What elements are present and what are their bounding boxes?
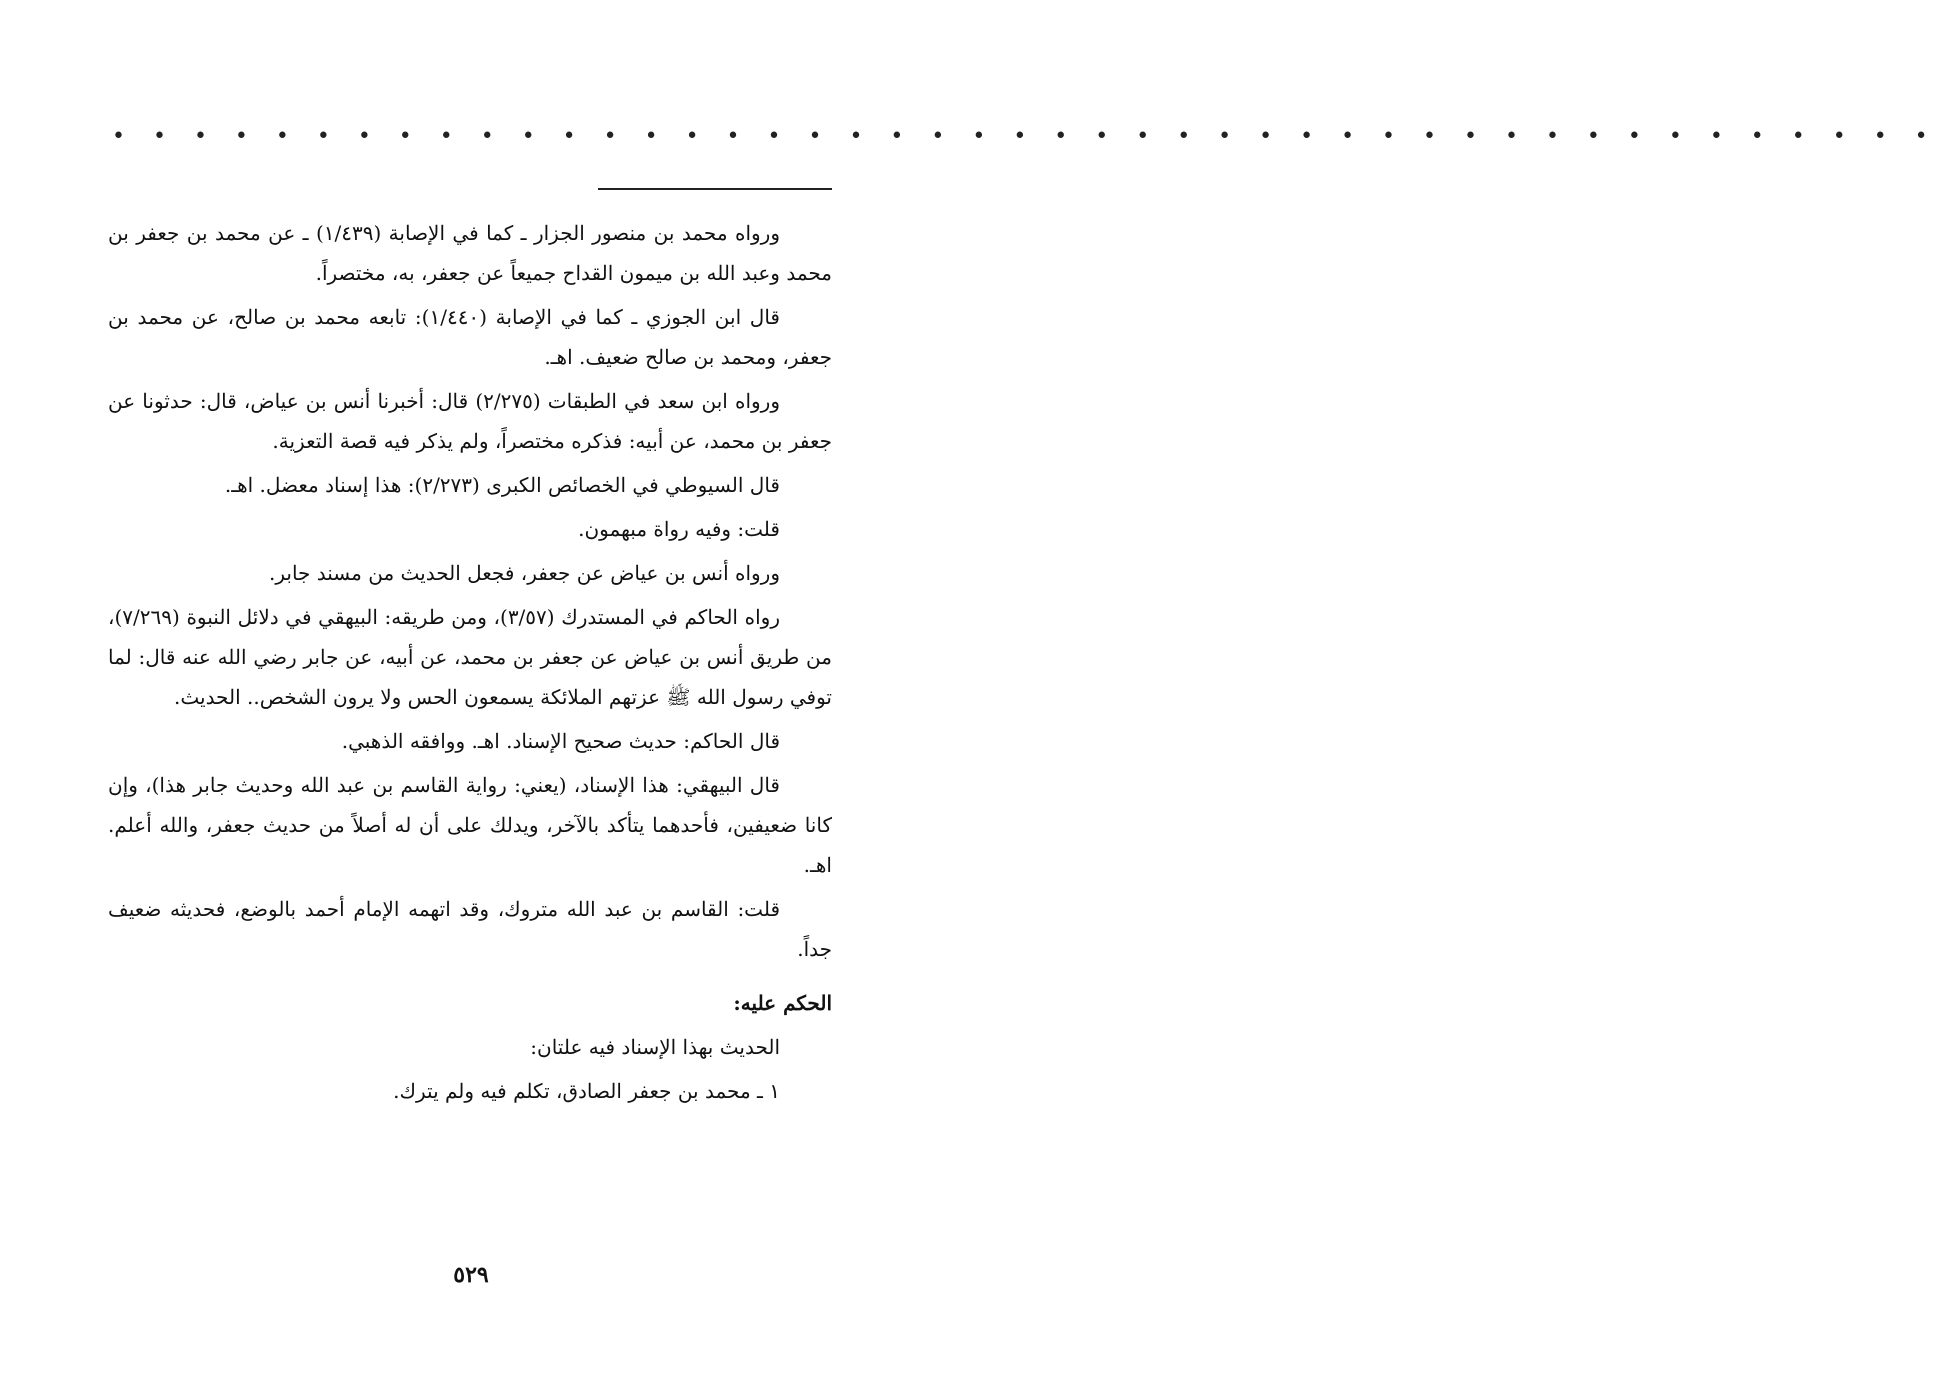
- section-heading: الحكم عليه:: [733, 991, 832, 1015]
- paragraph: قال الحاكم: حديث صحيح الإسناد. اهـ. ووافقه الذهبي.: [341, 729, 780, 753]
- footnote-rule: [598, 188, 832, 190]
- page-number: ٥٢٩: [453, 1262, 489, 1288]
- paragraph: قلت: القاسم بن عبد الله متروك، وقد اتهمه الإمام أحمد بالوضع، فحديثه ضعيف جداً.: [108, 897, 832, 961]
- page-body: [108, 213, 832, 1115]
- paragraph: ورواه أنس بن عياض عن جعفر، فجعل الحديث من مسند جابر.: [269, 561, 780, 585]
- list-item: ١ ـ محمد بن جعفر الصادق، تكلم فيه ولم يترك.: [393, 1079, 780, 1103]
- paragraph: ورواه محمد بن منصور الجزار ـ كما في الإصابة (١/٤٣٩) ـ عن محمد بن جعفر بن محمد وعبد الله بن ميمون القداح جميعاً عن جعفر، به، مختصراً.: [108, 221, 832, 285]
- paragraph: قال البيهقي: هذا الإسناد، (يعني: رواية القاسم بن عبد الله وحديث جابر هذا)، وإن كانا ضعيفين، فأحدهما يتأكد بالآخر، ويدلك على أن له أصلاً من حديث جعفر، والله أعلم. اهـ.: [108, 773, 832, 877]
- paragraph: رواه الحاكم في المستدرك (٣/٥٧)، ومن طريقه: البيهقي في دلائل النبوة (٧/٢٦٩)، من طريق أنس بن عياض عن جعفر بن محمد، عن أبيه، عن جابر رضي الله عنه قال: لما توفي رسول الله ﷺ عزتهم الملائكة يسمعون الحس ولا يرون الشخص.. الحديث.: [108, 605, 832, 709]
- paragraph: ورواه ابن سعد في الطبقات (٢/٢٧٥) قال: أخبرنا أنس بن عياض، قال: حدثونا عن جعفر بن محمد، عن أبيه: فذكره مختصراً، ولم يذكر فيه قصة التعزية.: [108, 389, 832, 453]
- paragraph: قلت: وفيه رواة مبهمون.: [578, 517, 780, 541]
- dotted-separator: • • • • • • • • • • • • • • • • • • • • • • • • • • • • • • • • • • • • • • • • • • • • •: [112, 124, 1938, 149]
- paragraph: قال السيوطي في الخصائص الكبرى (٢/٢٧٣): هذا إسناد معضل. اهـ.: [224, 473, 780, 497]
- paragraph: الحديث بهذا الإسناد فيه علتان:: [530, 1035, 780, 1059]
- paragraph: قال ابن الجوزي ـ كما في الإصابة (١/٤٤٠): تابعه محمد بن صالح، عن محمد بن جعفر، ومحمد بن صالح ضعيف. اهـ.: [108, 305, 832, 369]
